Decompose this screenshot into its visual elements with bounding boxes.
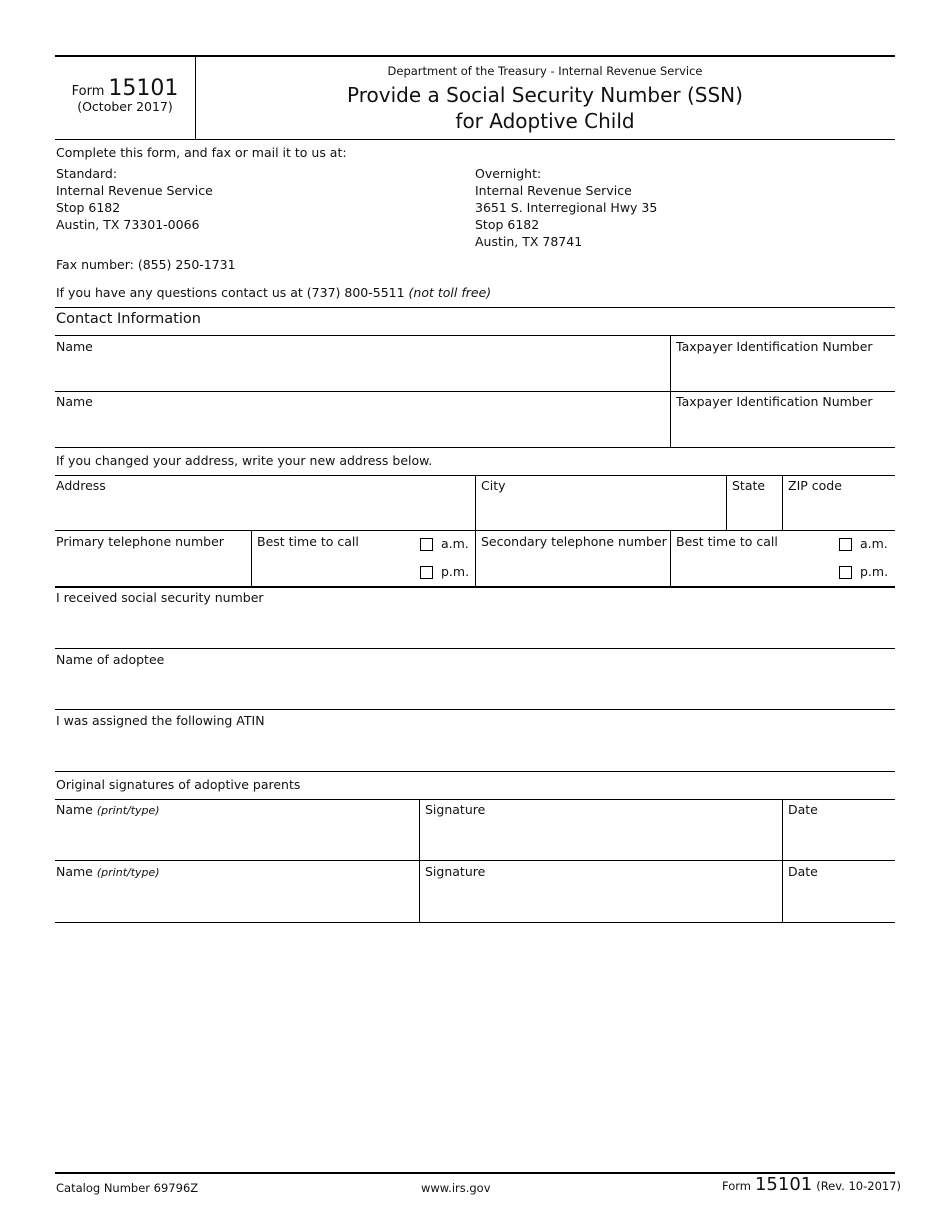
am-checkbox-1[interactable] — [420, 538, 433, 551]
footer-revision: (Rev. 10-2017) — [816, 1179, 902, 1193]
date-label-1: Date — [788, 802, 818, 817]
questions-line — [56, 285, 491, 300]
overnight-line1: Internal Revenue Service — [475, 183, 632, 198]
address-label: Address — [56, 478, 106, 493]
name-label-1: Name — [56, 339, 93, 354]
atin-label: I was assigned the following ATIN — [56, 713, 265, 728]
standard-line1: Internal Revenue Service — [56, 183, 213, 198]
name-label-2: Name — [56, 394, 93, 409]
address-note: If you changed your address, write your new address below. — [56, 453, 433, 468]
standard-line3: Austin, TX 73301-0066 — [56, 217, 200, 232]
tin-label-2: Taxpayer Identification Number — [676, 394, 873, 409]
website: www.irs.gov — [421, 1181, 491, 1195]
phone1-time-divider — [251, 530, 252, 587]
name-input-1[interactable] — [55, 336, 670, 391]
zip-input[interactable] — [783, 476, 895, 530]
zip-label: ZIP code — [788, 478, 842, 493]
sig-name-text-2: Name — [56, 864, 93, 879]
agency-line: Department of the Treasury - Internal Revenue Service — [387, 64, 703, 78]
pm-checkbox-2[interactable] — [839, 566, 852, 579]
overnight-address — [475, 165, 657, 250]
phone-row-rule — [55, 586, 895, 588]
overnight-line2: 3651 S. Interregional Hwy 35 — [475, 200, 658, 215]
primary-phone-input[interactable] — [55, 531, 251, 586]
questions-note: (not toll free) — [408, 285, 492, 300]
city-label: City — [481, 478, 506, 493]
form-date: (October 2017) — [77, 99, 173, 114]
overnight-heading: Overnight: — [475, 166, 542, 181]
standard-address — [56, 165, 213, 233]
phone2-time-divider — [670, 530, 671, 587]
secondary-phone-input[interactable] — [476, 531, 670, 586]
address-input[interactable] — [55, 476, 475, 530]
secondary-phone-label: Secondary telephone number — [481, 534, 667, 549]
atin-input[interactable] — [55, 731, 895, 771]
ssn-label: I received social security number — [56, 590, 264, 605]
best-time-label-2: Best time to call — [676, 534, 778, 549]
state-label: State — [732, 478, 766, 493]
tin-input-1[interactable] — [671, 336, 895, 391]
ssn-rule — [55, 648, 895, 649]
footer-form-id — [722, 1174, 901, 1195]
sig-name-note-1: (print/type) — [96, 804, 160, 817]
catalog-number: Catalog Number 69796Z — [56, 1181, 199, 1195]
am-checkbox-2[interactable] — [839, 538, 852, 551]
sig-row2-rule — [55, 922, 895, 923]
date-input-1[interactable] — [783, 800, 895, 860]
adoptee-input[interactable] — [55, 670, 895, 709]
ssn-input[interactable] — [55, 608, 895, 648]
form-number: 15101 — [108, 76, 179, 101]
overnight-line4: Austin, TX 78741 — [475, 234, 583, 249]
signature-input-1[interactable] — [420, 800, 782, 860]
contact-section-title: Contact Information — [56, 311, 201, 327]
tin-label-1: Taxpayer Identification Number — [676, 339, 873, 354]
date-label-2: Date — [788, 864, 818, 879]
sig-name-input-1[interactable] — [55, 800, 419, 860]
standard-heading: Standard: — [56, 166, 118, 181]
overnight-line3: Stop 6182 — [475, 217, 540, 232]
am-label-2: a.m. — [860, 536, 888, 551]
standard-line2: Stop 6182 — [56, 200, 121, 215]
form-title-line1: Provide a Social Security Number (SSN) — [347, 83, 743, 107]
instructions-intro: Complete this form, and fax or mail it to us at: — [56, 145, 347, 160]
contact-top-rule — [55, 307, 895, 308]
form-word: Form — [71, 84, 105, 99]
form-id-box — [55, 76, 195, 114]
am-label-1: a.m. — [441, 536, 469, 551]
sig-name-text-1: Name — [56, 802, 93, 817]
adoptee-label: Name of adoptee — [56, 652, 165, 667]
sig-name-input-2[interactable] — [55, 861, 419, 922]
questions-text: If you have any questions contact us at (737) 800-5511 — [56, 285, 405, 300]
signature-label-1: Signature — [425, 802, 486, 817]
form-title-line2: for Adoptive Child — [455, 109, 635, 133]
signature-label-2: Signature — [425, 864, 486, 879]
sig-name-note-2: (print/type) — [96, 866, 160, 879]
city-input[interactable] — [476, 476, 726, 530]
state-input[interactable] — [727, 476, 782, 530]
pm-label-2: p.m. — [860, 564, 889, 579]
tin-input-2[interactable] — [671, 392, 895, 446]
adoptee-rule — [55, 709, 895, 710]
footer-form-word: Form — [722, 1179, 751, 1193]
atin-rule — [55, 771, 895, 772]
primary-phone-label: Primary telephone number — [56, 534, 224, 549]
name-row2-rule — [55, 447, 895, 448]
pm-checkbox-1[interactable] — [420, 566, 433, 579]
form-title — [195, 82, 895, 134]
date-input-2[interactable] — [783, 861, 895, 922]
best-time-label-1: Best time to call — [257, 534, 359, 549]
header-top-rule — [55, 55, 895, 57]
fax-number: Fax number: (855) 250-1731 — [56, 257, 236, 272]
signatures-section-title: Original signatures of adoptive parents — [56, 777, 301, 792]
pm-label-1: p.m. — [441, 564, 470, 579]
signature-input-2[interactable] — [420, 861, 782, 922]
header-bottom-rule — [55, 139, 895, 140]
name-input-2[interactable] — [55, 392, 670, 446]
footer-form-number: 15101 — [754, 1174, 813, 1195]
